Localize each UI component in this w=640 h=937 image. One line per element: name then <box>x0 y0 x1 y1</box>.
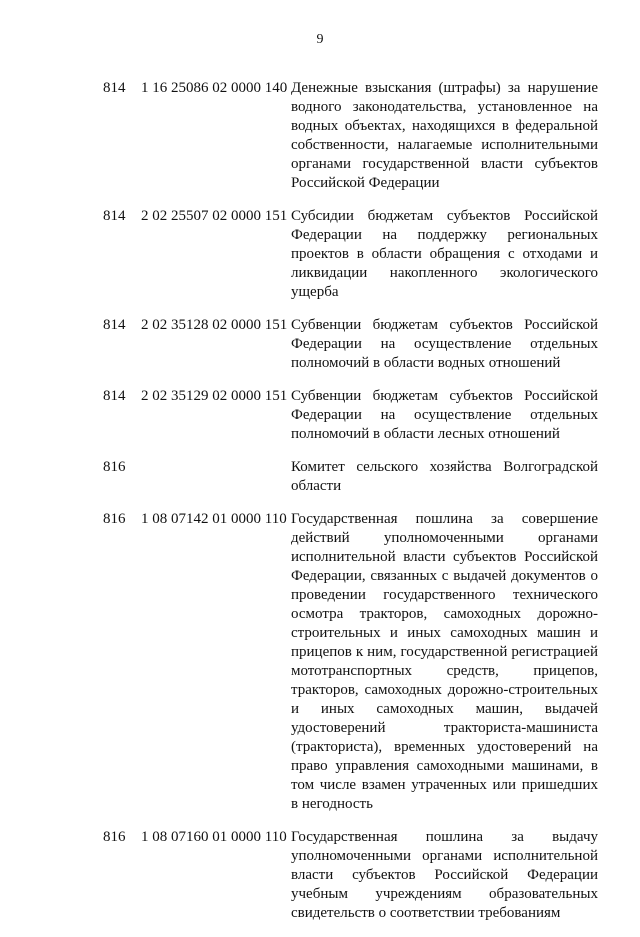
budget-classification-code: 2 02 35128 02 0000 151 <box>141 317 288 333</box>
administrator-code: 816 <box>103 829 126 845</box>
revenue-description: Субвенции бюджетам субъектов Российской Федерации на осуществление отдельных полномочий в области водных отношений <box>291 317 598 371</box>
revenue-description: Государственная пошлина за выдачу уполномоченными органами исполнительной власти субъектов Российской Федерации учебным учреждениям образовательных свидетельств о соответствии требованиям <box>291 829 598 921</box>
table-row <box>0 828 640 923</box>
revenue-description: Денежные взыскания (штрафы) за нарушение водного законодательства, установленное на водных объектах, находящихся в федеральной собственности, налагаемые исполнительными органами государственной власти субъектов Российской Федерации <box>291 80 598 191</box>
budget-classification-code: 2 02 25507 02 0000 151 <box>141 208 288 224</box>
page-number: 9 <box>316 32 324 47</box>
administrator-code: 816 <box>103 511 126 527</box>
table-row <box>0 79 640 193</box>
table-row <box>0 387 640 444</box>
administrator-code: 814 <box>103 388 126 404</box>
administrator-code: 814 <box>103 208 126 224</box>
table-row <box>0 207 640 302</box>
revenue-description: Субсидии бюджетам субъектов Российской Федерации на поддержку региональных проектов в области обращения с отходами и ликвидации накопленного экологического ущерба <box>291 208 598 300</box>
budget-classification-code: 1 16 25086 02 0000 140 <box>141 80 288 96</box>
revenue-description: Субвенции бюджетам субъектов Российской Федерации на осуществление отдельных полномочий в области лесных отношений <box>291 388 598 442</box>
administrator-code: 816 <box>103 459 126 475</box>
revenue-description: Государственная пошлина за совершение действий уполномоченными органами исполнительной власти субъектов Российской Федерации, связанных с выдачей документов о проведении государственного технического осмотра тракторов, самоходных дорожно-строительных и иных самоходных машин и прицепов к ним, государственной регистрацией мототранспортных средств, прицепов, тракторов, самоходных дорожно-строительных и иных самоходных машин, выдачей удостоверений тракториста-машиниста (тракториста), временных удостоверений на право управления самоходными машинами, в том числе взамен утраченных или пришедших в негодность <box>291 511 598 812</box>
table-row <box>0 458 640 496</box>
budget-classification-code: 2 02 35129 02 0000 151 <box>141 388 288 404</box>
table-row <box>0 510 640 814</box>
budget-classification-code: 1 08 07142 01 0000 110 <box>141 511 287 527</box>
revenue-code-table <box>0 79 640 937</box>
table-row <box>0 316 640 373</box>
administrator-code: 814 <box>103 317 126 333</box>
budget-classification-code: 1 08 07160 01 0000 110 <box>141 829 287 845</box>
administrator-name: Комитет сельского хозяйства Волгоградской области <box>291 459 598 494</box>
administrator-code: 814 <box>103 80 126 96</box>
